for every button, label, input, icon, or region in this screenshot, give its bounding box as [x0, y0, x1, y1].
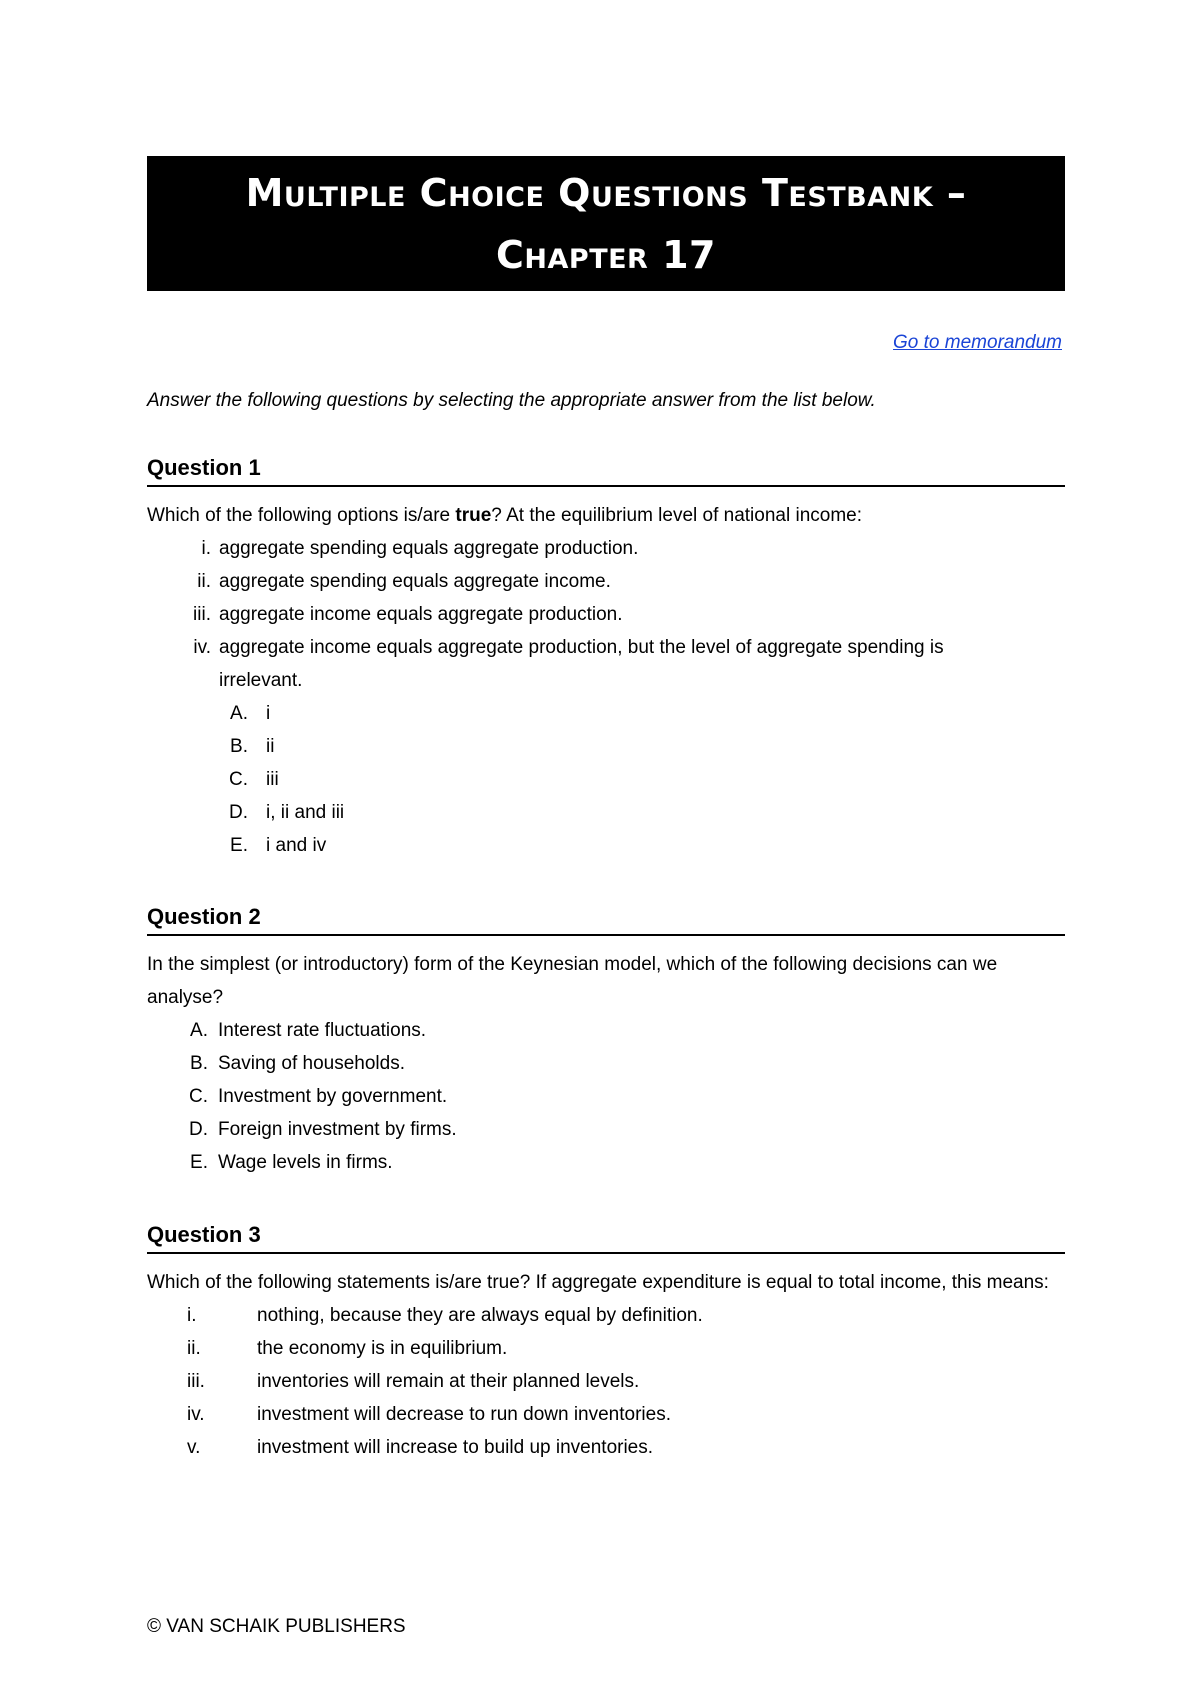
option-text: i and iv: [266, 835, 327, 856]
statement-marker: i.: [187, 1305, 197, 1326]
option-text: i: [266, 703, 271, 724]
question-2: [147, 904, 1065, 1179]
statement-marker: ii.: [187, 1338, 201, 1359]
option-letter: E.: [190, 1152, 208, 1173]
answer-option[interactable]: [147, 1080, 1065, 1113]
answer-option[interactable]: [147, 796, 1065, 829]
statement-marker: ii.: [197, 571, 211, 592]
option-letter: A.: [230, 703, 248, 724]
answer-option[interactable]: [147, 1113, 1065, 1146]
statement-text: investment will increase to build up inventories.: [257, 1437, 654, 1458]
option-letter: B.: [190, 1053, 208, 1074]
statement-marker: iii.: [187, 1371, 205, 1392]
statement-marker: v.: [187, 1437, 201, 1458]
statement-row: [147, 565, 1065, 598]
option-text: iii: [266, 769, 279, 790]
answer-option[interactable]: [147, 1014, 1065, 1047]
question-1-text-start: Which of the following options is/are: [147, 505, 456, 526]
option-letter: C.: [229, 769, 248, 790]
question-3: [147, 1222, 1065, 1464]
statement-row: [147, 1365, 1065, 1398]
option-text: Investment by government.: [218, 1086, 448, 1107]
option-letter: B.: [230, 736, 248, 757]
answer-option[interactable]: [147, 829, 1065, 862]
option-letter: D.: [189, 1119, 208, 1140]
statement-text: aggregate income equals aggregate production.: [219, 604, 623, 625]
statement-marker: iv.: [187, 1404, 205, 1425]
statement-text: inventories will remain at their planned levels.: [257, 1371, 640, 1392]
option-letter: C.: [189, 1086, 208, 1107]
question-1-text-emphasis: true: [455, 505, 492, 526]
option-text: i, ii and iii: [266, 802, 345, 823]
statement-text: the economy is in equilibrium.: [257, 1338, 508, 1359]
question-1-text-end: ? At the equilibrium level of national income:: [491, 505, 863, 526]
statement-text: aggregate spending equals aggregate income.: [219, 571, 611, 592]
question-1-text: [147, 499, 1065, 532]
statement-text: aggregate income equals aggregate production, but the level of aggregate spending is irrelevant.: [219, 637, 944, 691]
statement-text: nothing, because they are always equal by definition.: [257, 1305, 703, 1326]
statement-row: [147, 1332, 1065, 1365]
answer-option[interactable]: [147, 763, 1065, 796]
statement-marker: iii.: [193, 604, 211, 625]
answer-option[interactable]: [147, 1047, 1065, 1080]
statement-row: [147, 1299, 1065, 1332]
memorandum-link[interactable]: Go to memorandum: [893, 332, 1062, 353]
statement-row: [147, 631, 1065, 697]
option-letter: A.: [190, 1020, 208, 1041]
option-text: Interest rate fluctuations.: [218, 1020, 427, 1041]
question-1: [147, 455, 1065, 862]
option-text: Wage levels in firms.: [218, 1152, 393, 1173]
statement-marker: i.: [201, 538, 211, 559]
statement-row: [147, 1398, 1065, 1431]
title-line-2: Chapter 17: [496, 232, 716, 277]
question-1-heading: Question 1: [147, 455, 1065, 487]
instructions-text: Answer the following questions by selecting the appropriate answer from the list below.: [147, 390, 876, 411]
question-3-statements: [147, 1299, 1065, 1464]
statement-row: [147, 532, 1065, 565]
answer-option[interactable]: [147, 697, 1065, 730]
statement-row: [147, 1431, 1065, 1464]
title-banner: [147, 156, 1065, 291]
answer-option[interactable]: [147, 1146, 1065, 1179]
option-text: ii: [266, 736, 275, 757]
title-line-1: Multiple Choice Questions Testbank –: [245, 170, 967, 215]
question-1-statements: [147, 532, 1065, 697]
question-2-heading: Question 2: [147, 904, 1065, 936]
question-1-options: [147, 697, 1065, 862]
statement-row: [147, 598, 1065, 631]
option-letter: D.: [229, 802, 248, 823]
statement-text: aggregate spending equals aggregate production.: [219, 538, 639, 559]
publisher-footer: © VAN SCHAIK PUBLISHERS: [147, 1616, 406, 1637]
answer-option[interactable]: [147, 730, 1065, 763]
statement-text: investment will decrease to run down inventories.: [257, 1404, 671, 1425]
option-letter: E.: [230, 835, 248, 856]
option-text: Foreign investment by firms.: [218, 1119, 457, 1140]
question-3-heading: Question 3: [147, 1222, 1065, 1254]
question-2-text: In the simplest (or introductory) form of the Keynesian model, which of the following decisions can we analyse?: [147, 954, 998, 1008]
question-2-options: [147, 1014, 1065, 1179]
question-3-text: Which of the following statements is/are true? If aggregate expenditure is equal to total income, this means:: [147, 1272, 1049, 1293]
option-text: Saving of households.: [218, 1053, 405, 1074]
statement-marker: iv.: [193, 637, 211, 658]
